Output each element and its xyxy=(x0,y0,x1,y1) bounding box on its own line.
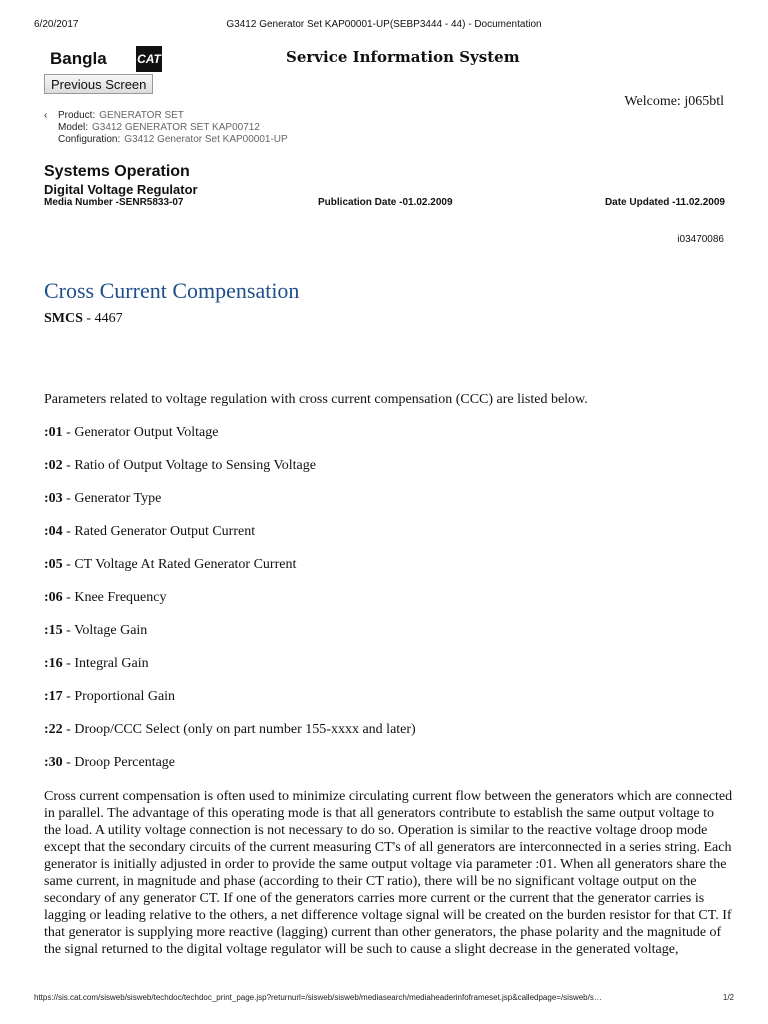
product-info xyxy=(44,110,288,146)
param-desc: - Droop Percentage xyxy=(62,755,176,770)
product-value: GENERATOR SET xyxy=(99,110,184,121)
publication-date: Publication Date -01.02.2009 xyxy=(318,197,453,208)
configuration-label: Configuration: xyxy=(58,134,121,145)
param-code: :05 xyxy=(44,557,63,572)
cat-logo: CAT xyxy=(136,46,162,72)
list-item xyxy=(44,491,734,507)
configuration-value: G3412 Generator Set KAP00001-UP xyxy=(124,134,288,145)
param-desc: - Voltage Gain xyxy=(62,623,148,638)
configuration-row xyxy=(58,134,288,146)
smcs-value: - 4467 xyxy=(82,311,123,326)
param-code: :15 xyxy=(44,623,63,638)
article-body xyxy=(44,392,734,958)
model-label: Model: xyxy=(58,122,89,133)
list-item xyxy=(44,524,734,540)
section-heading: Systems Operation xyxy=(44,163,190,180)
chevron-left-icon[interactable]: ‹ xyxy=(44,110,48,121)
param-code: :16 xyxy=(44,656,63,671)
document-subtitle: Digital Voltage Regulator xyxy=(44,182,198,197)
product-label: Product: xyxy=(58,110,96,121)
print-header xyxy=(0,0,768,28)
date-updated: Date Updated -11.02.2009 xyxy=(604,197,725,208)
product-row xyxy=(58,110,288,122)
brand-logo xyxy=(44,45,164,75)
previous-screen-button[interactable]: Previous Screen xyxy=(44,74,153,94)
param-desc: - CT Voltage At Rated Generator Current xyxy=(62,557,297,572)
list-item xyxy=(44,689,734,705)
parameter-list xyxy=(44,425,734,771)
param-desc: - Ratio of Output Voltage to Sensing Voltage xyxy=(62,458,316,473)
smcs-code xyxy=(44,311,123,327)
param-code: :01 xyxy=(44,425,63,440)
param-desc: - Generator Output Voltage xyxy=(62,425,219,440)
param-desc: - Generator Type xyxy=(62,491,162,506)
param-desc: - Rated Generator Output Current xyxy=(62,524,256,539)
site-title: Service Information System xyxy=(286,48,520,66)
list-item xyxy=(44,557,734,573)
model-value: G3412 GENERATOR SET KAP00712 xyxy=(92,122,260,133)
param-desc: - Knee Frequency xyxy=(62,590,167,605)
list-item xyxy=(44,458,734,474)
print-date: 6/20/2017 xyxy=(34,19,79,30)
model-row xyxy=(58,122,288,134)
list-item xyxy=(44,425,734,441)
list-item xyxy=(44,722,734,738)
media-number: Media Number -SENR5833-07 xyxy=(44,197,184,208)
body-paragraph: Cross current compensation is often used to minimize circulating current flow between the generators which are connected in parallel. The advantage of this operating mode is that all generators contribute to establish the same output voltage to the load. A utility voltage connection is not necessary to do so. Operation is similar to the reactive voltage droop mode except that the secondary circuits of the current measuring CT's of all generators are interconnected in a series string. Each generator is initially adjusted in order to provide the same output voltage via parameter :01. When all generators share the same current, in magnitude and phase (according to their CT ratio), there will be no significant voltage output on the secondary of any generator CT. If one of the generators carries more current or the current that the generator carries is lagging or leading relative to the others, a net difference voltage signal will be created on the burden resistor for that CT. If that generator is supplying more reactive (lagging) current than other generators, the phase polarity and the magnitude of the signal returned to the digital voltage regulator will be such to cause a slight decrease in the generated voltage, xyxy=(44,789,733,957)
document-id: i03470086 xyxy=(677,234,724,245)
param-desc: - Proportional Gain xyxy=(62,689,176,704)
print-footer xyxy=(0,993,768,1013)
intro-paragraph: Parameters related to voltage regulation with cross current compensation (CCC) are listed below. xyxy=(44,392,588,407)
param-code: :30 xyxy=(44,755,63,770)
article-title: Cross Current Compensation xyxy=(44,277,300,303)
print-doc-title: G3412 Generator Set KAP00001-UP(SEBP3444 - 44) - Documentation xyxy=(226,19,542,30)
param-code: :17 xyxy=(44,689,63,704)
param-code: :04 xyxy=(44,524,63,539)
list-item xyxy=(44,590,734,606)
page-url: https://sis.cat.com/sisweb/sisweb/techdoc/techdoc_print_page.jsp?returnurl=/sisweb/sisweb/mediasearch/mediaheaderinfoframeset.jsp&calledpage=/sisweb/s… xyxy=(34,993,602,1002)
param-code: :02 xyxy=(44,458,63,473)
param-code: :06 xyxy=(44,590,63,605)
list-item xyxy=(44,656,734,672)
smcs-label: SMCS xyxy=(44,311,83,326)
param-code: :22 xyxy=(44,722,63,737)
list-item xyxy=(44,623,734,639)
list-item xyxy=(44,755,734,771)
welcome-user: Welcome: j065btl xyxy=(624,94,724,109)
param-desc: - Droop/CCC Select (only on part number 155-xxxx and later) xyxy=(62,722,416,737)
page-number: 1/2 xyxy=(722,993,734,1002)
bangla-logo-text: Bangla xyxy=(50,49,107,68)
param-code: :03 xyxy=(44,491,63,506)
param-desc: - Integral Gain xyxy=(62,656,149,671)
